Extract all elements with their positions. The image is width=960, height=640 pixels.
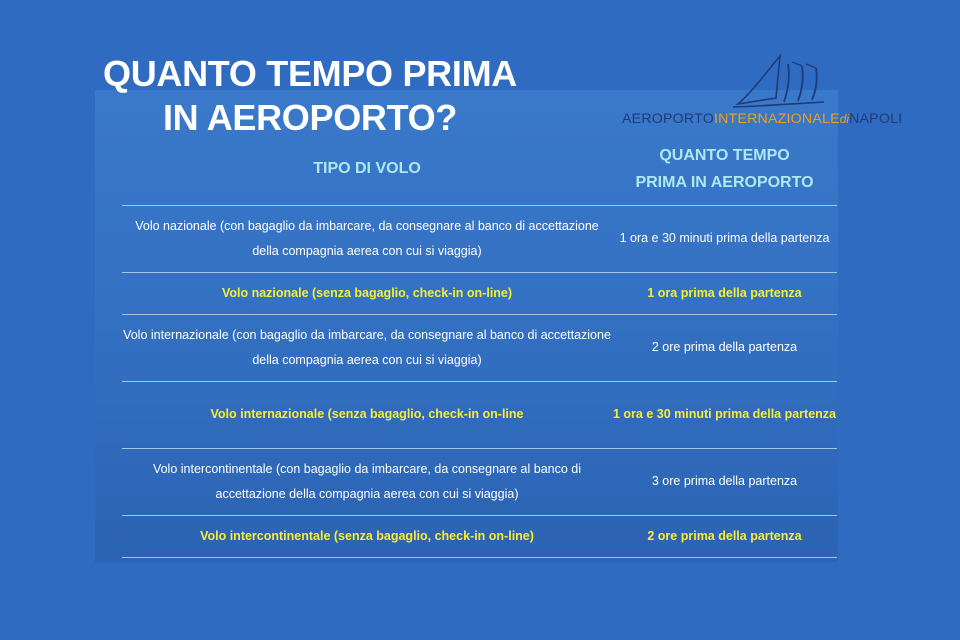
flight-type-cell: Volo internazionale (con bagaglio da imbarcare, da consegnare al banco di accettazione della compagnia aerea con cui si viaggia) [123,327,611,367]
flight-type-cell: Volo intercontinentale (senza bagaglio, check-in on-line) [200,528,534,543]
logo-text-internazionale: INTERNAZIONALE [713,111,840,127]
logo-text-aeroporto: AEROPORTO [622,111,714,127]
logo-text-di: di [839,112,850,126]
time-cell: 3 ore prima della partenza [651,474,798,489]
header-time-line-1: QUANTO TEMPO [659,147,790,164]
time-cell: 1 ora prima della partenza [647,285,802,300]
flight-type-cell: Volo internazionale (senza bagaglio, check-in on-line [210,407,524,422]
header-time-before [612,142,837,196]
title-line-1: QUANTO TEMPO PRIMA [103,53,517,94]
flight-type-cell: Volo intercontinentale (con bagaglio da imbarcare, da consegnare al banco di accettazione della compagnia aerea con cui si viaggia) [152,461,582,501]
table-row [122,272,837,314]
page-title [60,52,560,140]
sail-logo-icon [732,52,837,110]
table-row [122,381,837,448]
time-cell: 2 ore prima della partenza [647,528,802,543]
title-line-2: IN AEROPORTO? [162,97,458,138]
time-cell: 1 ora e 30 minuti prima della partenza [619,231,830,246]
timing-table [122,205,837,558]
header-time-line-2: PRIMA IN AEROPORTO [635,174,814,191]
table-row [122,515,837,558]
header-flight-type: TIPO DI VOLO [313,160,421,177]
airport-logo [620,52,925,132]
table-row [122,314,837,381]
table-row [122,448,837,515]
time-cell: 1 ora e 30 minuti prima della partenza [613,407,836,422]
flight-type-cell: Volo nazionale (con bagaglio da imbarcare, da consegnare al banco di accettazione della compagnia aerea con cui si viaggia) [135,218,599,258]
table-row [122,205,837,272]
time-cell: 2 ore prima della partenza [651,340,798,355]
flight-type-cell: Volo nazionale (senza bagaglio, check-in on-line) [221,285,513,300]
logo-text-napoli: NAPOLI [849,111,903,127]
logo-wordmark [622,111,902,127]
